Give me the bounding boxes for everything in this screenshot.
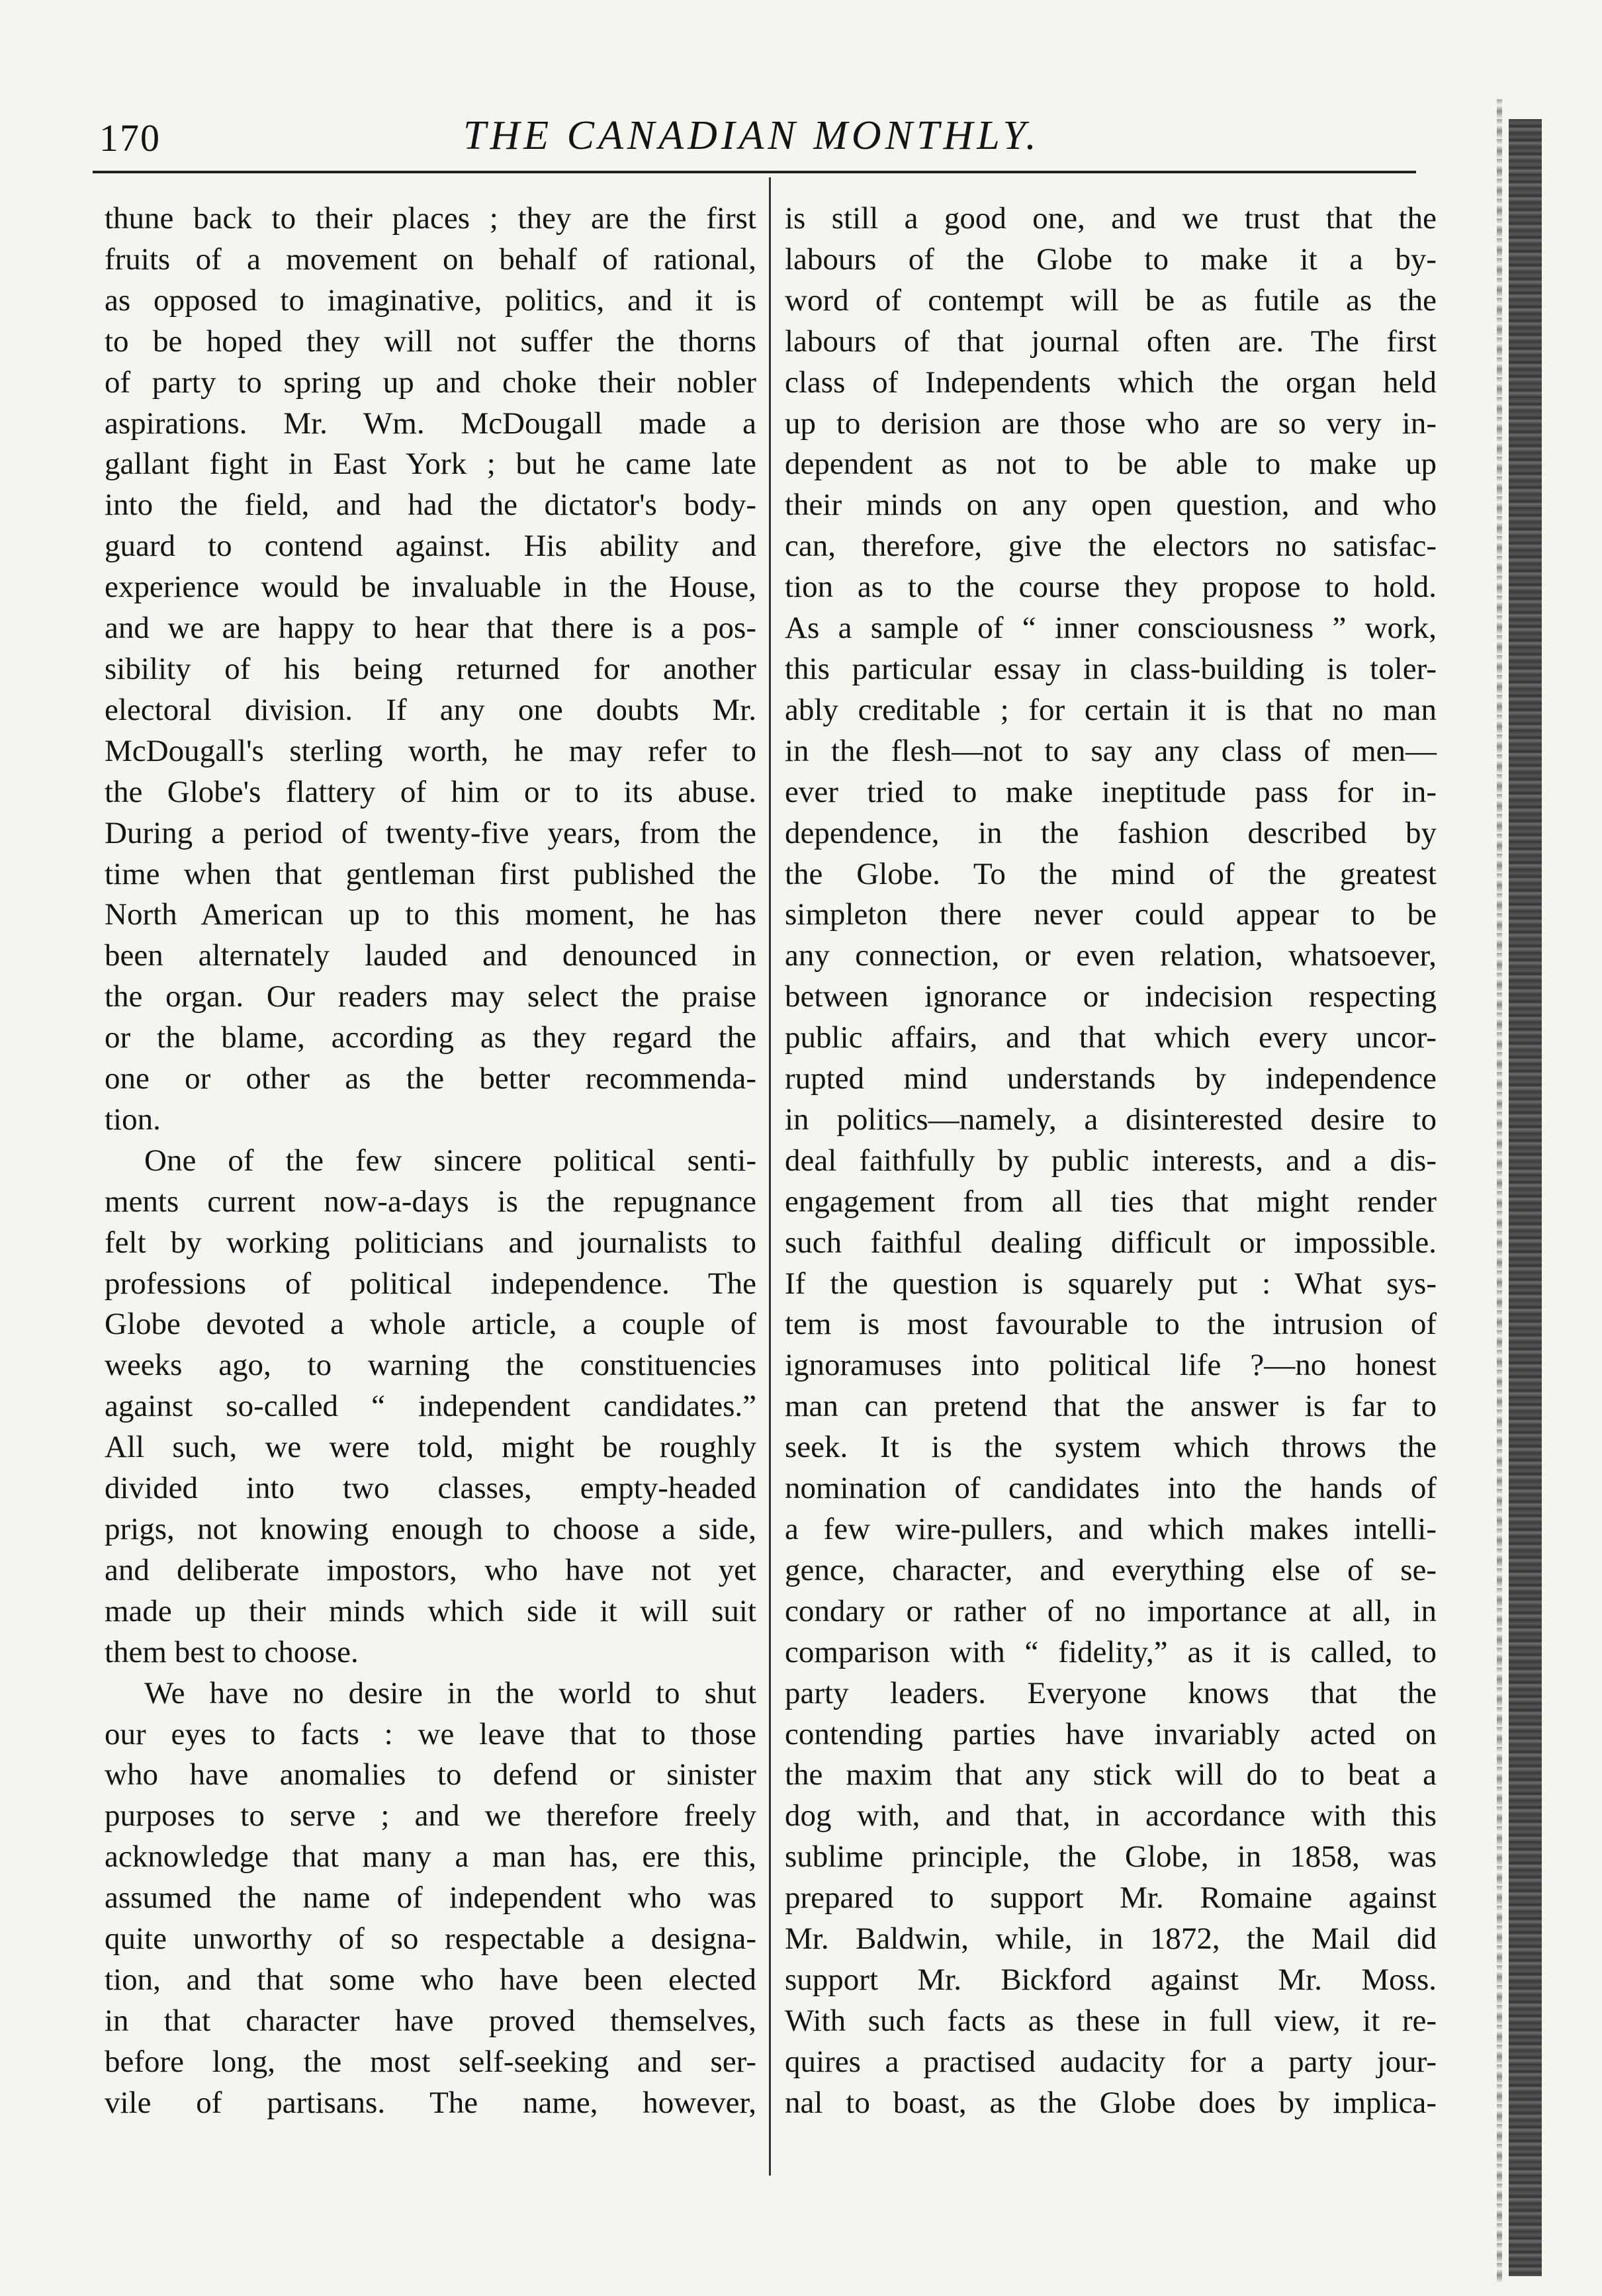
text-line: who have anomalies to defend or sinister (105, 1757, 756, 1792)
text-line: before long, the most self-seeking and ser- (105, 2044, 756, 2079)
text-line: can, therefore, give the electors no satisfac- (785, 529, 1437, 564)
text-line: rupted mind understands by independence (785, 1061, 1437, 1096)
text-line: As a sample of “ inner consciousness ” work, (785, 611, 1437, 646)
text-line: During a period of twenty-five years, from the (105, 815, 756, 850)
left-column (105, 199, 756, 2124)
paragraph (105, 199, 756, 1141)
text-line: ably creditable ; for certain it is that no man (785, 692, 1437, 727)
text-line: class of Independents which the organ held (785, 365, 1437, 400)
text-line: One of the few sincere political senti- (144, 1143, 756, 1178)
text-line: electoral division. If any one doubts Mr. (105, 692, 756, 727)
text-line: assumed the name of independent who was (105, 1880, 756, 1916)
text-line: labours of the Globe to make it a by- (785, 242, 1437, 277)
text-line: purposes to serve ; and we therefore freely (105, 1798, 756, 1833)
text-line: nal to boast, as the Globe does by implica- (785, 2085, 1437, 2120)
text-line: If the question is squarely put : What sys- (785, 1266, 1437, 1301)
text-line: this particular essay in class-building is toler- (785, 651, 1437, 686)
text-line: party leaders. Everyone knows that the (785, 1675, 1437, 1710)
text-line: fruits of a movement on behalf of rational, (105, 242, 756, 277)
text-line: into the field, and had the dictator's body- (105, 488, 756, 523)
text-line: as opposed to imaginative, politics, and it is (105, 283, 756, 318)
text-line: quite unworthy of so respectable a designa- (105, 1921, 756, 1957)
text-line: the maxim that any stick will do to beat a (785, 1757, 1437, 1792)
text-line: in that character have proved themselves, (105, 2003, 756, 2038)
text-line: nomination of candidates into the hands of (785, 1471, 1437, 1506)
text-line: aspirations. Mr. Wm. McDougall made a (105, 406, 756, 441)
text-line: one or other as the better recommenda- (105, 1061, 756, 1096)
text-line: tion, and that some who have been elected (105, 1962, 756, 1997)
text-line: man can pretend that the answer is far to (785, 1389, 1437, 1424)
text-line: contending parties have invariably acted on (785, 1716, 1437, 1751)
text-line: such faithful dealing difficult or impossible. (785, 1225, 1437, 1260)
text-line: their minds on any open question, and who (785, 488, 1437, 523)
text-line: North American up to this moment, he has (105, 897, 756, 932)
text-line: against so-called “ independent candidates.” (105, 1389, 756, 1424)
column-divider (769, 177, 771, 2176)
paragraph (105, 1141, 756, 1673)
text-line: weeks ago, to warning the constituencies (105, 1348, 756, 1383)
text-line: Mr. Baldwin, while, in 1872, the Mail did (785, 1921, 1437, 1957)
text-line: sublime principle, the Globe, in 1858, was (785, 1839, 1437, 1875)
text-line: support Mr. Bickford against Mr. Moss. (785, 1962, 1437, 1997)
text-line: or the blame, according as they regard the (105, 1020, 756, 1055)
text-line: and we are happy to hear that there is a pos- (105, 611, 756, 646)
text-line: engagement from all ties that might render (785, 1184, 1437, 1219)
text-line: quires a practised audacity for a party jour- (785, 2044, 1437, 2079)
text-line: ments current now-a-days is the repugnance (105, 1184, 756, 1219)
text-line: made up their minds which side it will suit (105, 1593, 756, 1628)
text-line: guard to contend against. His ability and (105, 529, 756, 564)
text-line: gallant fight in East York ; but he came late (105, 447, 756, 482)
text-line: tion as to the course they propose to hold. (785, 570, 1437, 605)
text-line: simpleton there never could appear to be (785, 897, 1437, 932)
text-line: the Globe. To the mind of the greatest (785, 856, 1437, 891)
text-line: dependent as not to be able to make up (785, 447, 1437, 482)
paragraph (785, 199, 1437, 2124)
text-line: prigs, not knowing enough to choose a side, (105, 1512, 756, 1546)
text-line: We have no desire in the world to shut (144, 1675, 756, 1710)
text-line: All such, we were told, might be roughly (105, 1430, 756, 1465)
right-column (785, 199, 1437, 2124)
text-line: of party to spring up and choke their nobler (105, 365, 756, 400)
text-line: been alternately lauded and denounced in (105, 938, 756, 973)
text-line: them best to choose. (105, 1634, 359, 1669)
page-edge-strip (1509, 119, 1542, 2276)
text-line: ever tried to make ineptitude pass for in- (785, 774, 1437, 809)
text-line: condary or rather of no importance at all, in (785, 1593, 1437, 1628)
text-line: gence, character, and everything else of se- (785, 1552, 1437, 1587)
text-line: to be hoped they will not suffer the thorns (105, 324, 756, 359)
text-line: acknowledge that many a man has, ere this, (105, 1839, 756, 1875)
text-line: McDougall's sterling worth, he may refer to (105, 733, 756, 768)
running-title: THE CANADIAN MONTHLY. (463, 113, 1040, 158)
text-line: sibility of his being returned for another (105, 651, 756, 686)
text-line: prepared to support Mr. Romaine against (785, 1880, 1437, 1916)
page-edge-shadow (1497, 99, 1502, 2283)
text-line: time when that gentleman first published the (105, 856, 756, 891)
text-line: word of contempt will be as futile as the (785, 283, 1437, 318)
text-line: divided into two classes, empty-headed (105, 1471, 756, 1506)
text-line: seek. It is the system which throws the (785, 1430, 1437, 1465)
text-line: in politics—namely, a disinterested desire to (785, 1102, 1437, 1137)
text-line: tion. (105, 1102, 161, 1137)
paragraph (105, 1673, 756, 2124)
text-line: in the flesh—not to say any class of men— (785, 733, 1437, 768)
text-line: between ignorance or indecision respecting (785, 979, 1437, 1014)
text-line: tem is most favourable to the intrusion of (785, 1307, 1437, 1342)
text-line: the Globe's flattery of him or to its abuse. (105, 774, 756, 809)
text-line: any connection, or even relation, whatsoever, (785, 938, 1437, 973)
text-line: thune back to their places ; they are the first (105, 201, 756, 236)
text-line: With such facts as these in full view, it re- (785, 2003, 1437, 2038)
text-line: dependence, in the fashion described by (785, 815, 1437, 850)
text-line: and deliberate impostors, who have not yet (105, 1552, 756, 1587)
text-line: up to derision are those who are so very in- (785, 406, 1437, 441)
text-line: public affairs, and that which every uncor- (785, 1020, 1437, 1055)
text-line: our eyes to facts : we leave that to those (105, 1716, 756, 1751)
text-line: comparison with “ fidelity,” as it is called, to (785, 1634, 1437, 1669)
page-header (0, 99, 1602, 172)
page-number: 170 (99, 116, 161, 159)
text-line: ignoramuses into political life ?—no honest (785, 1348, 1437, 1383)
header-rule (93, 171, 1416, 173)
text-line: vile of partisans. The name, however, (105, 2085, 756, 2120)
text-line: felt by working politicians and journalists to (105, 1225, 756, 1260)
text-line: professions of political independence. The (105, 1266, 756, 1301)
text-line: deal faithfully by public interests, and a dis- (785, 1143, 1437, 1178)
text-line: a few wire-pullers, and which makes intelli- (785, 1512, 1437, 1546)
text-line: labours of that journal often are. The first (785, 324, 1437, 359)
text-line: dog with, and that, in accordance with this (785, 1798, 1437, 1833)
text-line: the organ. Our readers may select the praise (105, 979, 756, 1014)
text-line: Globe devoted a whole article, a couple of (105, 1307, 756, 1342)
text-line: is still a good one, and we trust that the (785, 201, 1437, 236)
text-line: experience would be invaluable in the House, (105, 570, 756, 605)
